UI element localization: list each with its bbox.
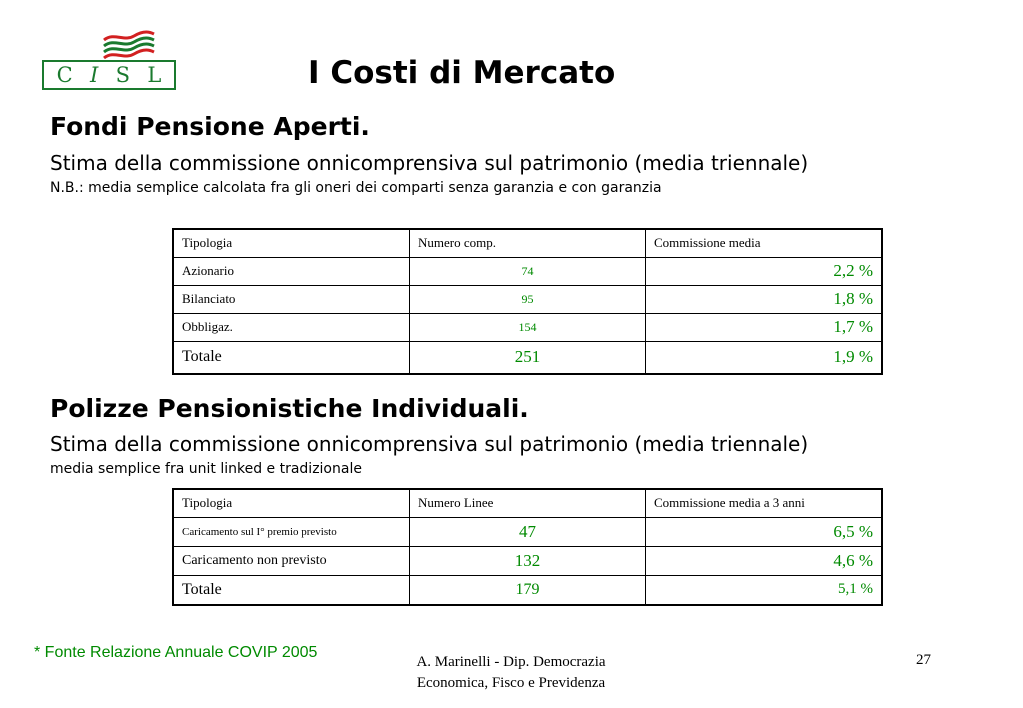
logo-letter-i: I (90, 63, 99, 87)
section2-note: media semplice fra unit linked e tradizionale (50, 461, 362, 477)
row-commission: 1,7 % (646, 313, 883, 341)
total-count: 251 (410, 341, 646, 374)
page-title: I Costi di Mercato (308, 55, 616, 91)
total-commission: 5,1 % (646, 575, 883, 605)
source-note: * Fonte Relazione Annuale COVIP 2005 (34, 644, 318, 661)
logo-box (42, 60, 176, 90)
section2-heading: Polizze Pensionistiche Individuali. (50, 394, 529, 423)
table-header-cell: Numero comp. (410, 229, 646, 257)
total-label: Totale (173, 575, 410, 605)
table-row (173, 285, 882, 313)
row-commission: 1,8 % (646, 285, 883, 313)
row-commission: 6,5 % (646, 517, 883, 546)
total-count: 179 (410, 575, 646, 605)
table-total-row (173, 341, 882, 374)
cisl-logo (42, 28, 178, 94)
row-count: 154 (410, 313, 646, 341)
row-label: Azionario (173, 257, 410, 285)
row-label: Bilanciato (173, 285, 410, 313)
fondi-table (172, 228, 883, 375)
logo-letter-s: S (115, 63, 131, 87)
footer-line2: Economica, Fisco e Previdenza (416, 675, 606, 691)
row-count: 74 (410, 257, 646, 285)
row-commission: 4,6 % (646, 546, 883, 575)
table-row (173, 517, 882, 546)
section1-note: N.B.: media semplice calcolata fra gli oneri dei comparti senza garanzia e con garanzia (50, 180, 662, 196)
table-header-cell: Tipologia (173, 489, 410, 517)
row-count: 95 (410, 285, 646, 313)
section1-heading: Fondi Pensione Aperti. (50, 112, 370, 141)
table-header-cell: Tipologia (173, 229, 410, 257)
row-commission: 2,2 % (646, 257, 883, 285)
row-count: 132 (410, 546, 646, 575)
section1-subheading: Stima della commissione onnicomprensiva sul patrimonio (media triennale) (50, 151, 809, 175)
total-label: Totale (173, 341, 410, 374)
logo-waves-icon (100, 28, 156, 60)
table-row (173, 546, 882, 575)
footer-line1: A. Marinelli - Dip. Democrazia (416, 654, 606, 670)
total-commission: 1,9 % (646, 341, 883, 374)
page-number: 27 (916, 652, 931, 668)
table-header-row (173, 229, 882, 257)
table-header-cell: Numero Linee (410, 489, 646, 517)
table-header-row (173, 489, 882, 517)
row-label: Caricamento sul I° premio previsto (173, 517, 410, 546)
row-label: Caricamento non previsto (173, 546, 410, 575)
table-row (173, 257, 882, 285)
polizze-table (172, 488, 883, 606)
logo-letter-c: C (56, 63, 73, 87)
table-header-cell: Commissione media a 3 anni (646, 489, 883, 517)
section2-subheading: Stima della commissione onnicomprensiva sul patrimonio (media triennale) (50, 432, 809, 456)
logo-letter-l: L (147, 63, 162, 87)
table-header-cell: Commissione media (646, 229, 883, 257)
footer-author (380, 652, 642, 694)
table-total-row (173, 575, 882, 605)
row-count: 47 (410, 517, 646, 546)
row-label: Obbligaz. (173, 313, 410, 341)
table-row (173, 313, 882, 341)
